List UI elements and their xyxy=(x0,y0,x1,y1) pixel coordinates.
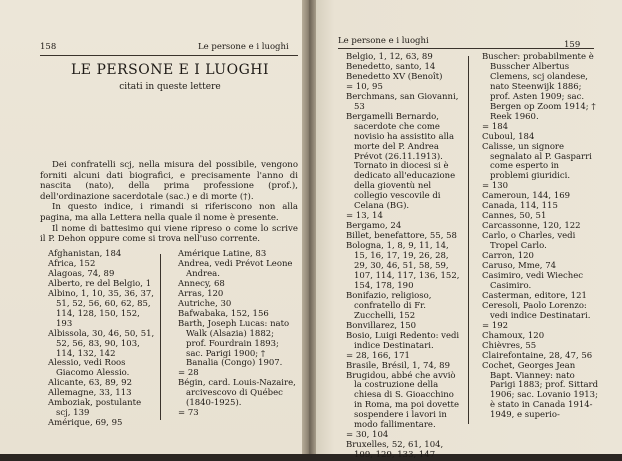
index-entry: Caruso, Mme, 74 xyxy=(482,261,557,272)
index-entry: Buscher: probabilmente è Busscher Albertus Clemens, scj olandese, nato Steenwijk 1886; prof. Asten 1909; sac. Bergen op Zoom 1914; † Reek 1960. xyxy=(482,52,596,122)
index-entry: Autriche, 30 xyxy=(178,298,232,309)
right-page xyxy=(316,0,622,461)
header-rule-left xyxy=(40,55,298,56)
index-entry: Barth, Joseph Lucas: nato Walk (Alsazia) 1882; prof. Fourdrain 1893; sac. Parigi 1900; † Banalia (Congo) 1907. xyxy=(178,318,290,369)
index-entry: Bologna, 1, 8, 9, 11, 14, 15, 16, 17, 19, 26, 28, 29, 30, 46, 51, 58, 59, 107, 114, 117, 136, 152, 154, 178, 190 xyxy=(346,241,460,291)
index-entry: Cuboul, 184 xyxy=(482,131,535,142)
index-entry: Brugidou, abbé che avviò la costruzione della chiesa di S. Gioacchino in Roma, ma poi dovette sospendere i lavori in modo fallimentare. xyxy=(346,370,460,431)
index-entry: Chamoux, 120 xyxy=(482,330,545,341)
index-entry: Amérique, 69, 95 xyxy=(48,418,123,429)
index-entry: Bosio, Luigi Redento: vedi indice Destinatari. xyxy=(346,330,460,351)
index-entry: Belgio, 1, 12, 63, 89 xyxy=(346,52,433,62)
index-entry: = 192 xyxy=(482,320,509,331)
index-entry: Africa, 152 xyxy=(48,258,96,269)
intro-paragraph: Il nome di battesimo qui viene ripreso o come lo scrive il P. Dehon oppure come si trova nell'uso corrente. xyxy=(40,223,298,245)
index-entry: Alberto, re del Belgio, 1 xyxy=(48,278,152,289)
index-entry: Carron, 120 xyxy=(482,251,534,262)
book-gutter xyxy=(302,0,316,454)
index-entry: Benedetto, santo, 14 xyxy=(346,61,436,72)
index-subtitle: citati in queste lettere xyxy=(119,82,221,92)
index-entry: Afghanistan, 184 xyxy=(48,249,122,259)
index-column-right-2 xyxy=(482,53,600,421)
index-entry: Billet, benefattore, 55, 58 xyxy=(346,231,457,242)
index-entry: Bonifazio, religioso, confratello di Fr. Zucchelli, 152 xyxy=(346,290,432,321)
index-entry: Cameroun, 144, 169 xyxy=(482,191,571,202)
index-entry: = 184 xyxy=(482,121,509,132)
index-entry: Carlo, o Charles, vedi Tropel Carlo. xyxy=(482,231,576,252)
page-number-right: 159 xyxy=(564,40,581,50)
index-entry: Chièvres, 55 xyxy=(482,340,537,351)
index-entry: Bergamelli Bernardo, sacerdote che come novisio ha assistito alla morte del P. Andrea Prévot (26.11.1913). Tornato in diocesi si è dedicato all'educazione della gioventù nel collegio vescovile di Celana (BG). xyxy=(346,111,456,212)
index-entry: = 10, 95 xyxy=(346,81,383,92)
index-entry: Canada, 114, 115 xyxy=(482,201,558,212)
index-entry: Bonvillarez, 150 xyxy=(346,320,417,331)
index-entry: Benedetto XV (Benoît) xyxy=(346,71,443,82)
index-entry: Berchmans, san Giovanni, 53 xyxy=(346,91,459,112)
index-title: LE PERSONE E I LUOGHI xyxy=(70,62,270,78)
index-entry: = 28, 166, 171 xyxy=(346,350,410,361)
index-entry: Amérique Latine, 83 xyxy=(178,249,267,259)
index-column-right-1 xyxy=(346,53,464,461)
index-entry: Albissola, 30, 46, 50, 51, 52, 56, 83, 90, 103, 114, 132, 142 xyxy=(48,328,155,359)
index-entry: Calisse, un signore segnalato al P. Gasparri come esperto in problemi giuridici. xyxy=(482,141,592,182)
index-entry: Casimiro, vedi Wiechec Casimiro. xyxy=(482,270,584,291)
running-head-right: Le persone e i luoghi xyxy=(338,36,429,46)
index-entry: Andrea, vedi Prévot Leone Andrea. xyxy=(178,258,293,279)
intro-text xyxy=(40,160,298,245)
index-entry: Amboziak, postulante scj, 139 xyxy=(48,398,142,419)
column-divider-right xyxy=(468,56,469,424)
index-entry: = 130 xyxy=(482,181,509,192)
index-entry: Cannes, 50, 51 xyxy=(482,211,547,222)
intro-paragraph: Dei confratelli scj, nella misura del possibile, vengono forniti alcuni dati biografici, e precisamente l'anno di nascita (nato), della prima professione (prof.), dell'ordinazione sacerdotale (sac.) e di morte (†). xyxy=(40,160,298,202)
index-entry: Cochet, Georges Jean Bapt. Vianney: nato Parigi 1883; prof. Sittard 1906; sac. Lovanio 1913; è stato in Canada 1914-1949, e superio- xyxy=(482,360,599,421)
index-entry: Clairefontaine, 28, 47, 56 xyxy=(482,350,593,361)
index-entry: Bafwabaka, 152, 156 xyxy=(178,308,269,319)
index-entry: Brasile, Brésil, 1, 74, 89 xyxy=(346,360,451,371)
left-page xyxy=(0,0,302,454)
index-column-left-2 xyxy=(178,250,296,419)
index-column-left-1 xyxy=(48,250,158,429)
index-entry: Alessio, vedi Roos Giacomo Alessio. xyxy=(48,358,130,379)
index-entry: Alagoas, 74, 89 xyxy=(48,268,115,279)
index-entry: = 28 xyxy=(178,368,199,379)
index-entry: Albino, 1, 10, 35, 36, 37, 51, 52, 56, 60, 62, 85, 114, 128, 150, 152, 193 xyxy=(48,288,155,329)
index-entry: = 13, 14 xyxy=(346,211,383,222)
column-divider-left xyxy=(160,254,161,420)
page-number-left: 158 xyxy=(40,42,57,52)
index-entry: Annecy, 68 xyxy=(178,278,225,289)
index-entry: Bergamo, 24 xyxy=(346,221,402,232)
index-entry: Bégin, card. Louis-Nazaire, arcivescovo di Québec (1840-1925). xyxy=(178,378,296,409)
index-entry: = 30, 104 xyxy=(346,430,389,441)
index-entry: Casterman, editore, 121 xyxy=(482,290,587,301)
index-entry: Bruxelles, 52, 61, 104, 109, 129, 133, 147 xyxy=(346,440,444,461)
index-entry: Alicante, 63, 89, 92 xyxy=(48,378,132,389)
index-entry: Carcassonne, 120, 122 xyxy=(482,221,581,232)
running-head-left: Le persone e i luoghi xyxy=(198,42,289,52)
index-entry: Ceresoli, Paolo Lorenzo: vedi indice Destinatari. xyxy=(482,300,591,321)
index-entry: = 73 xyxy=(178,408,199,419)
index-entry: Allemagne, 33, 113 xyxy=(48,388,132,399)
index-entry: Arras, 120 xyxy=(178,288,224,299)
intro-paragraph: In questo indice, i rimandi si riferiscono non alla pagina, ma alla Lettera nella quale il nome è presente. xyxy=(40,202,298,223)
header-rule-right xyxy=(338,48,594,49)
